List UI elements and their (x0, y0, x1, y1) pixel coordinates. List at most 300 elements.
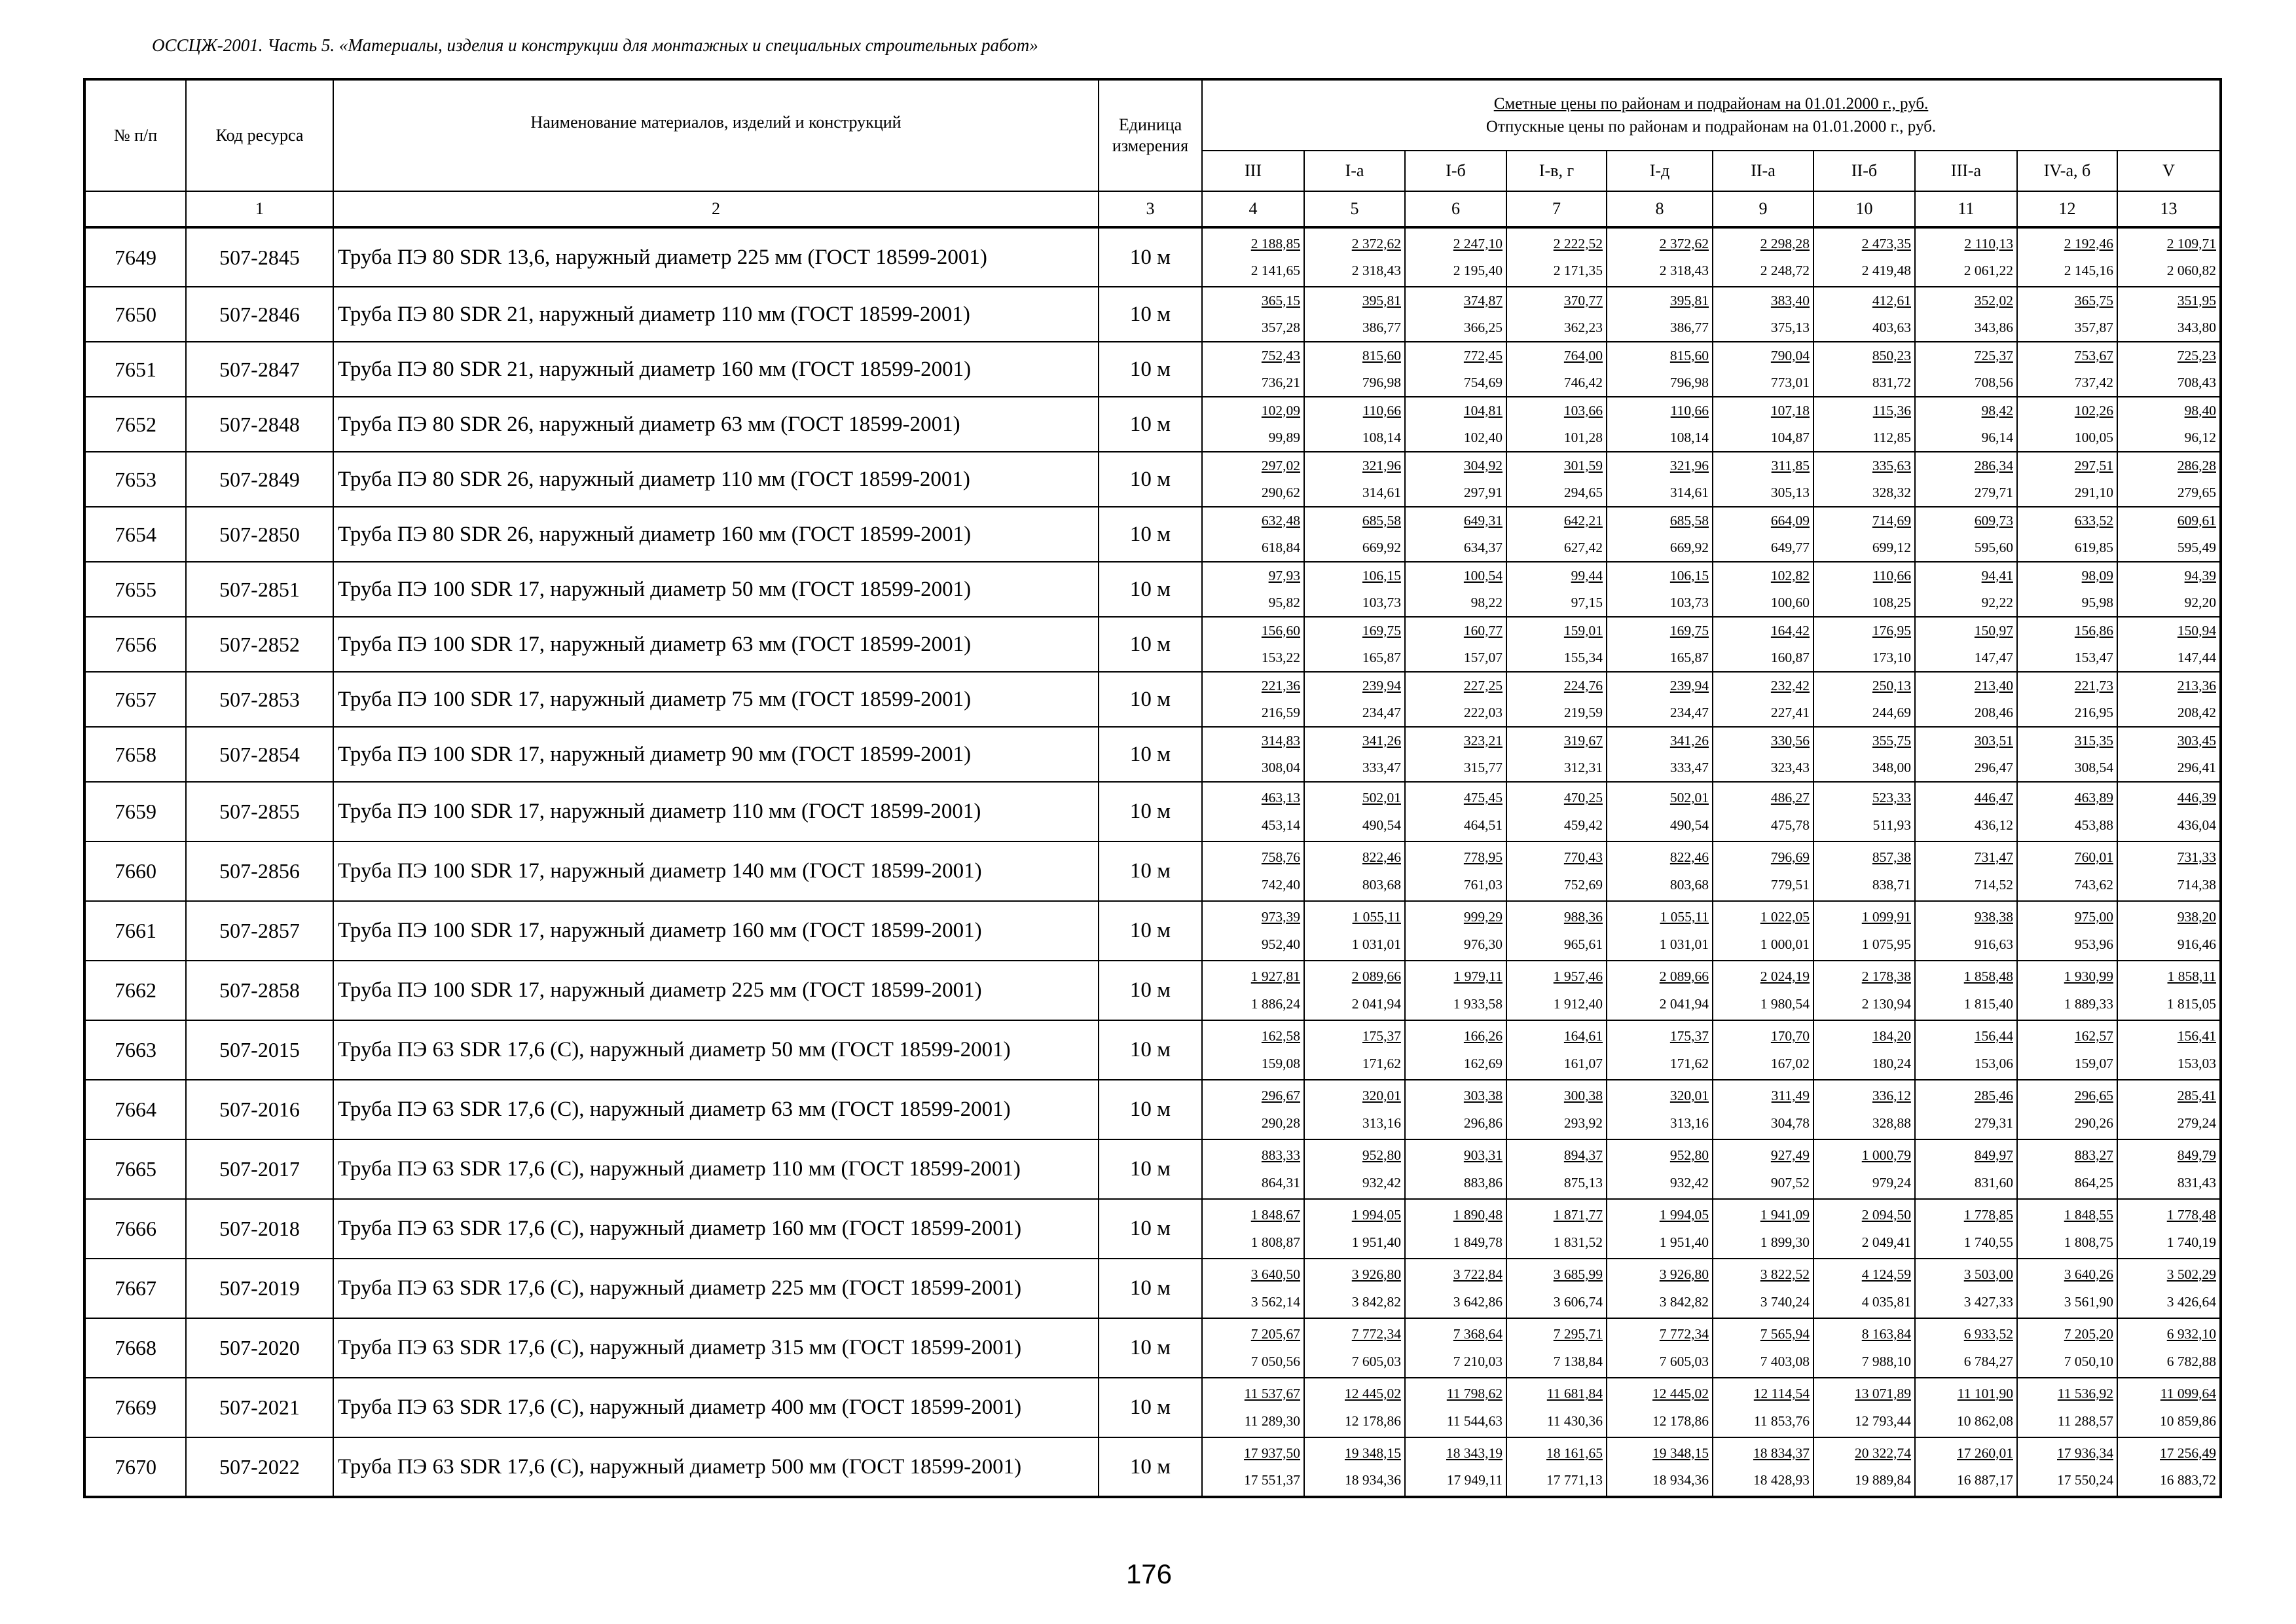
price-cell (1304, 1318, 1405, 1378)
release-price: 17 949,11 (1446, 1472, 1503, 1488)
release-price: 773,01 (1770, 375, 1810, 390)
price-cell (1607, 1259, 1713, 1318)
price-cell (1405, 342, 1506, 397)
row-number: 7658 (84, 727, 186, 782)
price-cell (2017, 901, 2117, 961)
estimate-price: 156,44 (1974, 1028, 2013, 1044)
price-cell (1713, 1199, 1813, 1259)
estimate-price: 1 957,46 (1553, 969, 1603, 984)
region-header: III (1202, 151, 1304, 191)
estimate-price: 999,29 (1463, 909, 1503, 925)
estimate-price: 297,02 (1261, 457, 1300, 473)
release-price: 100,05 (2074, 430, 2113, 445)
region-header: I-д (1607, 151, 1713, 191)
price-cell (1813, 1199, 1915, 1259)
release-price: 864,31 (1261, 1174, 1300, 1190)
price-cell (1405, 452, 1506, 507)
release-price: 932,42 (1362, 1174, 1401, 1190)
release-price: 796,98 (1362, 375, 1401, 390)
estimate-price: 11 537,67 (1244, 1386, 1300, 1401)
price-cell (1607, 961, 1713, 1020)
release-price: 1 815,40 (1963, 995, 2013, 1012)
estimate-price: 156,86 (2074, 622, 2113, 638)
price-cell (1202, 1139, 1304, 1199)
row-number: 7669 (84, 1378, 186, 1437)
estimate-price: 335,63 (1872, 457, 1911, 473)
estimate-price: 2 024,19 (1760, 969, 1810, 984)
estimate-price: 2 094,50 (1861, 1207, 1911, 1223)
price-cell (1405, 1020, 1506, 1080)
price-cell (1506, 1199, 1607, 1259)
material-name: Труба ПЭ 63 SDR 17,6 (С), наружный диаметр 110 мм (ГОСТ 18599-2001) (333, 1139, 1099, 1199)
release-price: 12 178,86 (1652, 1412, 1709, 1429)
estimate-price: 321,96 (1362, 457, 1401, 473)
price-cell (1607, 507, 1713, 562)
price-cell (1713, 397, 1813, 452)
estimate-price: 103,66 (1563, 402, 1603, 418)
release-price: 2 130,94 (1861, 995, 1911, 1012)
price-cell (1607, 342, 1713, 397)
estimate-price: 232,42 (1770, 677, 1810, 693)
price-cell (1713, 961, 1813, 1020)
release-price: 1 899,30 (1760, 1234, 1810, 1250)
release-price: 108,14 (1669, 430, 1709, 445)
table-row (84, 1080, 2221, 1139)
price-cell (2017, 727, 2117, 782)
estimate-price: 1 778,85 (1963, 1207, 2013, 1223)
estimate-price: 1 055,11 (1660, 909, 1709, 925)
price-cell (2117, 841, 2221, 901)
price-cell (1915, 452, 2017, 507)
price-cell (1506, 1378, 1607, 1437)
estimate-price: 239,94 (1362, 677, 1401, 693)
column-number-blank (84, 191, 186, 227)
price-cell (1202, 1437, 1304, 1497)
estimate-price: 12 114,54 (1753, 1386, 1810, 1401)
price-cell (1202, 227, 1304, 287)
table-row (84, 562, 2221, 617)
material-name: Труба ПЭ 80 SDR 13,6, наружный диаметр 225 мм (ГОСТ 18599-2001) (333, 227, 1099, 287)
estimate-price: 7 205,20 (2064, 1326, 2113, 1342)
unit-of-measure: 10 м (1099, 1020, 1202, 1080)
estimate-price: 311,85 (1771, 457, 1810, 473)
release-price: 1 886,24 (1250, 995, 1300, 1012)
release-price: 16 883,72 (2160, 1472, 2217, 1488)
row-number: 7667 (84, 1259, 186, 1318)
price-cell (1915, 672, 2017, 727)
price-cell (1304, 397, 1405, 452)
estimate-price: 156,60 (1261, 622, 1300, 638)
price-cell (2017, 1199, 2117, 1259)
release-price: 157,07 (1463, 650, 1503, 665)
estimate-price: 850,23 (1872, 347, 1911, 363)
price-cell (2017, 1139, 2117, 1199)
release-price: 208,42 (2177, 705, 2217, 720)
price-cell (1405, 841, 1506, 901)
estimate-price: 303,51 (1974, 732, 2013, 748)
release-price: 219,59 (1563, 705, 1603, 720)
price-cell (1405, 727, 1506, 782)
row-number: 7663 (84, 1020, 186, 1080)
estimate-price: 12 445,02 (1652, 1386, 1709, 1401)
price-cell (1506, 782, 1607, 841)
estimate-price: 486,27 (1770, 790, 1810, 805)
row-number: 7649 (84, 227, 186, 287)
release-price: 10 859,86 (2160, 1412, 2217, 1429)
row-number: 7650 (84, 287, 186, 342)
release-price: 2 318,43 (1351, 263, 1401, 278)
price-cell (1506, 1318, 1607, 1378)
release-price: 222,03 (1463, 705, 1503, 720)
release-price: 2 248,72 (1760, 263, 1810, 278)
estimate-price: 7 565,94 (1760, 1326, 1810, 1342)
price-cell (1304, 727, 1405, 782)
column-number: 4 (1202, 191, 1304, 227)
estimate-price: 110,66 (1670, 402, 1709, 418)
material-name: Труба ПЭ 100 SDR 17, наружный диаметр 63 мм (ГОСТ 18599-2001) (333, 617, 1099, 672)
release-price: 1 031,01 (1351, 936, 1401, 952)
estimate-price: 849,97 (1974, 1147, 2013, 1163)
estimate-price: 1 022,05 (1760, 909, 1810, 925)
release-price: 3 426,64 (2166, 1293, 2217, 1310)
price-cell (1304, 507, 1405, 562)
price-cell (1915, 961, 2017, 1020)
column-number: 7 (1506, 191, 1607, 227)
region-header: V (2117, 151, 2221, 191)
release-price: 155,34 (1563, 650, 1603, 665)
release-price: 293,92 (1563, 1115, 1603, 1131)
estimate-price: 6 932,10 (2166, 1326, 2217, 1342)
region-header: I-в, г (1506, 151, 1607, 191)
price-cell (1405, 782, 1506, 841)
release-price: 511,93 (1872, 817, 1911, 833)
price-cell (2117, 452, 2221, 507)
release-price: 7 050,56 (1250, 1353, 1300, 1369)
release-price: 979,24 (1872, 1174, 1911, 1190)
estimate-price: 102,82 (1770, 567, 1810, 583)
estimate-price: 11 798,62 (1446, 1386, 1503, 1401)
release-price: 618,84 (1261, 540, 1300, 555)
estimate-price: 764,00 (1563, 347, 1603, 363)
price-cell (1304, 1259, 1405, 1318)
price-cell (1813, 227, 1915, 287)
price-cell (1405, 961, 1506, 1020)
price-cell (2017, 287, 2117, 342)
release-price: 3 740,24 (1760, 1293, 1810, 1310)
release-price: 153,47 (2074, 650, 2113, 665)
price-cell (2117, 782, 2221, 841)
price-cell (1405, 672, 1506, 727)
release-price: 102,40 (1463, 430, 1503, 445)
price-cell (1607, 1199, 1713, 1259)
price-cell (1202, 1020, 1304, 1080)
price-cell (1813, 961, 1915, 1020)
release-price: 595,60 (1974, 540, 2013, 555)
price-cell (2017, 452, 2117, 507)
release-price: 2 318,43 (1659, 263, 1709, 278)
release-price: 634,37 (1463, 540, 1503, 555)
price-cell (1813, 1080, 1915, 1139)
estimate-price: 778,95 (1463, 849, 1503, 865)
column-number: 12 (2017, 191, 2117, 227)
release-price: 308,04 (1261, 760, 1300, 775)
price-cell (1202, 1259, 1304, 1318)
resource-code: 507-2017 (186, 1139, 333, 1199)
estimate-price: 239,94 (1669, 677, 1709, 693)
price-cell (2017, 1378, 2117, 1437)
estimate-price: 7 772,34 (1351, 1326, 1401, 1342)
release-price: 831,60 (1974, 1174, 2013, 1190)
price-cell (2017, 1318, 2117, 1378)
release-price: 669,92 (1669, 540, 1709, 555)
release-price: 159,07 (2074, 1055, 2113, 1071)
price-cell (1506, 617, 1607, 672)
release-price: 1 889,33 (2064, 995, 2113, 1012)
price-cell (1304, 287, 1405, 342)
release-price: 104,87 (1770, 430, 1810, 445)
estimate-price: 320,01 (1362, 1088, 1401, 1103)
estimate-price: 446,47 (1974, 790, 2013, 805)
price-cell (2117, 397, 2221, 452)
price-cell (1915, 1259, 2017, 1318)
price-cell (1304, 672, 1405, 727)
material-name: Труба ПЭ 63 SDR 17,6 (С), наружный диаметр 50 мм (ГОСТ 18599-2001) (333, 1020, 1099, 1080)
release-price: 714,38 (2177, 876, 2217, 893)
release-price: 2 145,16 (2064, 263, 2113, 278)
table-row (84, 901, 2221, 961)
table-row (84, 287, 2221, 342)
release-price: 1 740,19 (2166, 1234, 2217, 1250)
estimate-price: 365,75 (2074, 292, 2113, 308)
material-name: Труба ПЭ 63 SDR 17,6 (С), наружный диаметр 225 мм (ГОСТ 18599-2001) (333, 1259, 1099, 1318)
release-price: 1 031,01 (1659, 936, 1709, 952)
material-name: Труба ПЭ 100 SDR 17, наружный диаметр 140 мм (ГОСТ 18599-2001) (333, 841, 1099, 901)
estimate-price: 973,39 (1261, 909, 1300, 925)
price-cell (1607, 1378, 1713, 1437)
resource-code: 507-2849 (186, 452, 333, 507)
header-prices-release: Отпускные цены по районам и подрайонам на 01.01.2000 г., руб. (1485, 118, 1937, 136)
estimate-price: 894,37 (1563, 1147, 1603, 1163)
estimate-price: 1 994,05 (1351, 1207, 1401, 1223)
release-price: 99,89 (1268, 430, 1300, 445)
estimate-price: 1 930,99 (2064, 969, 2113, 984)
unit-of-measure: 10 м (1099, 841, 1202, 901)
release-price: 916,63 (1974, 936, 2013, 952)
price-cell (1607, 562, 1713, 617)
estimate-price: 3 503,00 (1963, 1266, 2013, 1282)
region-header: I-а (1304, 151, 1405, 191)
price-cell (1813, 507, 1915, 562)
release-price: 907,52 (1770, 1174, 1810, 1190)
release-price: 103,73 (1669, 595, 1709, 610)
price-cell (1813, 782, 1915, 841)
estimate-price: 184,20 (1872, 1028, 1911, 1044)
release-price: 279,65 (2177, 485, 2217, 500)
price-cell (1202, 1080, 1304, 1139)
estimate-price: 162,58 (1261, 1028, 1300, 1044)
price-cell (2117, 1080, 2221, 1139)
price-cell (1506, 227, 1607, 287)
price-cell (1506, 287, 1607, 342)
estimate-price: 18 161,65 (1546, 1445, 1603, 1461)
unit-of-measure: 10 м (1099, 287, 1202, 342)
region-header: IV-а, б (2017, 151, 2117, 191)
estimate-price: 770,43 (1563, 849, 1603, 865)
header-prices-estimate: Сметные цены по районам и подрайонам на 01.01.2000 г., руб. (1493, 95, 1929, 113)
release-price: 436,04 (2177, 817, 2217, 833)
estimate-price: 17 936,34 (2057, 1445, 2113, 1461)
price-cell (1813, 1020, 1915, 1080)
release-price: 965,61 (1563, 936, 1603, 952)
release-price: 976,30 (1463, 936, 1503, 952)
release-price: 208,46 (1974, 705, 2013, 720)
estimate-price: 1 890,48 (1453, 1207, 1503, 1223)
row-number: 7666 (84, 1199, 186, 1259)
estimate-price: 952,80 (1669, 1147, 1709, 1163)
estimate-price: 815,60 (1669, 347, 1709, 363)
release-price: 7 050,10 (2064, 1353, 2113, 1369)
table-row (84, 1378, 2221, 1437)
price-cell (1915, 1437, 2017, 1497)
estimate-price: 286,28 (2177, 457, 2217, 473)
price-cell (1506, 1437, 1607, 1497)
price-cell (1607, 901, 1713, 961)
estimate-price: 3 926,80 (1659, 1266, 1709, 1282)
price-cell (1915, 841, 2017, 901)
price-cell (2117, 961, 2221, 1020)
table-row (84, 617, 2221, 672)
price-cell (1813, 672, 1915, 727)
estimate-price: 159,01 (1563, 622, 1603, 638)
release-price: 1 912,40 (1553, 995, 1603, 1012)
estimate-price: 323,21 (1463, 732, 1503, 748)
price-cell (1304, 452, 1405, 507)
release-price: 3 606,74 (1553, 1293, 1603, 1310)
release-price: 343,80 (2177, 320, 2217, 335)
price-cell (2017, 507, 2117, 562)
price-cell (2017, 562, 2117, 617)
row-number: 7651 (84, 342, 186, 397)
release-price: 98,22 (1470, 595, 1503, 610)
price-cell (2117, 617, 2221, 672)
material-name: Труба ПЭ 63 SDR 17,6 (С), наружный диаметр 500 мм (ГОСТ 18599-2001) (333, 1437, 1099, 1497)
release-price: 7 988,10 (1861, 1353, 1911, 1369)
price-cell (2017, 227, 2117, 287)
estimate-price: 99,44 (1571, 567, 1603, 583)
estimate-price: 227,25 (1463, 677, 1503, 693)
estimate-price: 110,66 (1872, 567, 1911, 583)
price-cell (2117, 507, 2221, 562)
estimate-price: 320,01 (1669, 1088, 1709, 1103)
price-cell (1915, 617, 2017, 672)
estimate-price: 110,66 (1362, 402, 1401, 418)
release-price: 714,52 (1974, 876, 2013, 893)
estimate-price: 169,75 (1362, 622, 1401, 638)
release-price: 436,12 (1974, 817, 2013, 833)
material-name: Труба ПЭ 100 SDR 17, наружный диаметр 110 мм (ГОСТ 18599-2001) (333, 782, 1099, 841)
resource-code: 507-2850 (186, 507, 333, 562)
table-row (84, 227, 2221, 287)
price-cell (1405, 1318, 1506, 1378)
estimate-price: 98,42 (1981, 402, 2013, 418)
estimate-price: 502,01 (1669, 790, 1709, 805)
estimate-price: 2 188,85 (1250, 235, 1300, 251)
release-price: 112,85 (1872, 430, 1911, 445)
estimate-price: 115,36 (1872, 402, 1911, 418)
price-cell (2117, 287, 2221, 342)
price-cell (1607, 1139, 1713, 1199)
release-price: 161,07 (1563, 1055, 1603, 1071)
release-price: 290,62 (1261, 485, 1300, 500)
release-price: 2 060,82 (2166, 263, 2217, 278)
estimate-price: 106,15 (1362, 567, 1401, 583)
price-cell (1813, 841, 1915, 901)
estimate-price: 296,67 (1261, 1088, 1300, 1103)
price-cell (1713, 727, 1813, 782)
price-cell (1813, 617, 1915, 672)
release-price: 1 980,54 (1760, 995, 1810, 1012)
release-price: 362,23 (1563, 320, 1603, 335)
release-price: 16 887,17 (1957, 1472, 2013, 1488)
release-price: 1 951,40 (1659, 1234, 1709, 1250)
release-price: 153,06 (1974, 1055, 2013, 1071)
price-cell (1915, 1378, 2017, 1437)
release-price: 736,21 (1261, 375, 1300, 390)
price-cell (1202, 562, 1304, 617)
price-cell (1915, 287, 2017, 342)
estimate-price: 351,95 (2177, 292, 2217, 308)
unit-of-measure: 10 м (1099, 227, 1202, 287)
region-header: III-а (1915, 151, 2017, 191)
estimate-price: 752,43 (1261, 347, 1300, 363)
estimate-price: 1 979,11 (1453, 969, 1503, 984)
price-cell (1405, 1139, 1506, 1199)
table-row (84, 961, 2221, 1020)
unit-of-measure: 10 м (1099, 727, 1202, 782)
release-price: 916,46 (2177, 936, 2217, 952)
estimate-price: 102,09 (1261, 402, 1300, 418)
estimate-price: 725,37 (1974, 347, 2013, 363)
estimate-price: 463,89 (2074, 790, 2113, 805)
price-cell (1304, 1199, 1405, 1259)
table-row (84, 672, 2221, 727)
release-price: 100,60 (1770, 595, 1810, 610)
release-price: 357,28 (1261, 320, 1300, 335)
release-price: 297,91 (1463, 485, 1503, 500)
row-number: 7665 (84, 1139, 186, 1199)
price-cell (1713, 562, 1813, 617)
release-price: 386,77 (1362, 320, 1401, 335)
estimate-price: 822,46 (1669, 849, 1709, 865)
estimate-price: 11 099,64 (2160, 1386, 2217, 1401)
price-cell (1813, 901, 1915, 961)
estimate-price: 176,95 (1872, 622, 1911, 638)
estimate-price: 330,56 (1770, 732, 1810, 748)
release-price: 2 195,40 (1453, 263, 1503, 278)
estimate-price: 1 941,09 (1760, 1207, 1810, 1223)
estimate-price: 938,20 (2177, 909, 2217, 925)
estimate-price: 446,39 (2177, 790, 2217, 805)
resource-code: 507-2019 (186, 1259, 333, 1318)
price-cell (1304, 1139, 1405, 1199)
estimate-price: 760,01 (2074, 849, 2113, 865)
column-number: 11 (1915, 191, 2017, 227)
price-cell (1813, 1139, 1915, 1199)
price-cell (2017, 342, 2117, 397)
unit-of-measure: 10 м (1099, 507, 1202, 562)
estimate-price: 11 101,90 (1957, 1386, 2013, 1401)
resource-code: 507-2846 (186, 287, 333, 342)
